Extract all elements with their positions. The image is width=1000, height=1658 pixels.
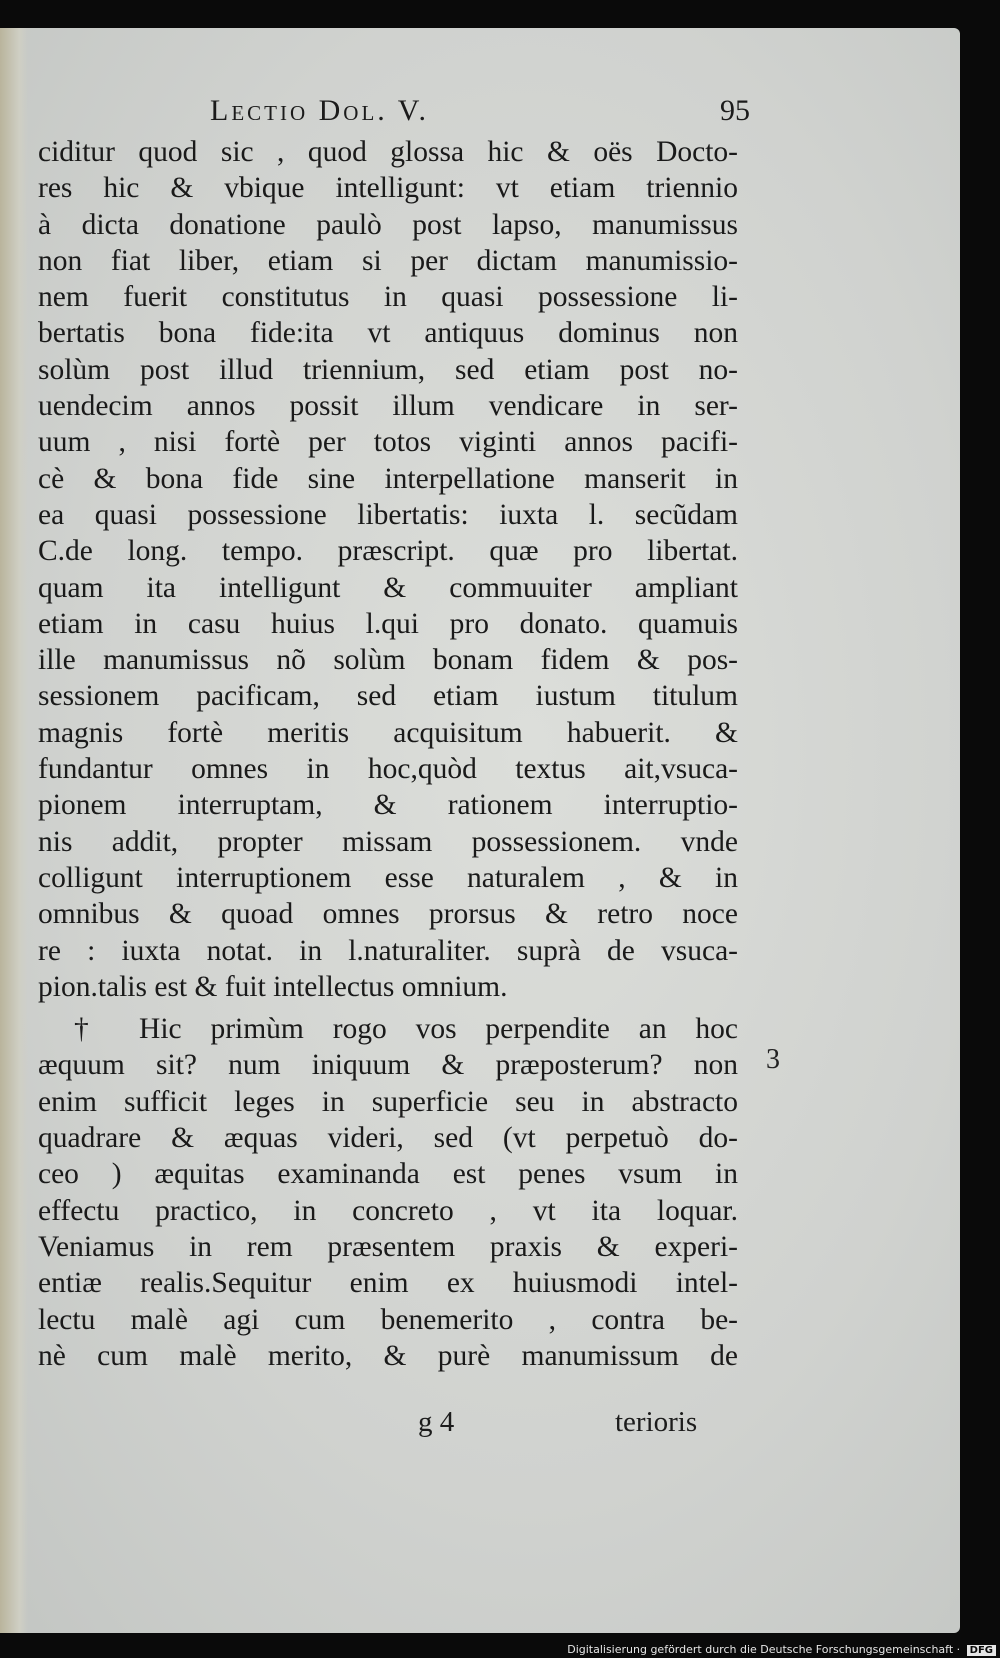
dfg-logo: DFG [967,1645,996,1656]
page-gutter [0,28,28,1633]
text-line: solùm post illud triennium, sed etiam post no- [38,353,738,386]
text-line: fundantur omnes in hoc,quòd textus ait,vsuca- [38,753,738,786]
text-line: ea quasi possessione libertatis: iuxta l. secũdam [38,498,738,531]
running-head [210,94,750,134]
text-line: quadrare & æquas videri, sed (vt perpetuò do- [38,1122,738,1155]
text-line: magnis fortè meritis acquisitum habuerit. & [38,716,738,749]
catchword: terioris [615,1406,698,1438]
text-line: etiam in casu huius l.qui pro donato. quamuis [38,607,738,640]
text-line: ciditur quod sic , quod glossa hic & oës Docto- [38,136,738,168]
text-line: æquum sit? num iniquum & præposterum? non [38,1049,738,1082]
text-line: ceo ) æquitas examinanda est penes vsum in [38,1158,738,1191]
text-line: C.de long. tempo. præscript. quæ pro libertat. [38,535,738,568]
text-line: nis addit, propter missam possessionem. vnde [38,825,738,858]
body-text [38,134,738,1374]
text-line: lectu malè agi cum benemerito , contra be- [38,1303,738,1336]
text-line: bertatis bona fide:ita vt antiquus dominus non [38,317,738,350]
text-line: nem fuerit constitutus in quasi possessione li- [38,281,738,314]
text-line: quam ita intelligunt & commuuiter ampliant [38,571,738,604]
text-line: uum , nisi fortè per totos viginti annos pacifi- [38,426,738,459]
text-line: res hic & vbique intelligunt: vt etiam triennio [38,172,738,205]
text-line: Veniamus in rem præsentem praxis & experi- [38,1230,738,1263]
paragraph-2 [38,1011,738,1374]
text-line: colligunt interruptionem esse naturalem , & in [38,861,738,894]
paragraph-1 [38,134,738,1005]
signature-mark: g 4 [418,1406,455,1438]
text-line: à dicta donatione paulò post lapso, manumissus [38,208,738,241]
text-line: cè & bona fide sine interpellatione manserit in [38,462,738,495]
text-line: sessionem pacificam, sed etiam iustum titulum [38,680,738,713]
text-line: entiæ realis.Sequitur enim ex huiusmodi intel- [38,1267,738,1300]
page-number: 95 [720,94,750,127]
text-line: enim sufficit leges in superficie seu in abstracto [38,1085,738,1118]
text-line: uendecim annos possit illum vendicare in ser- [38,390,738,423]
text-line: ille manumissus nõ solùm bonam fidem & pos- [38,644,738,677]
text-line: re : iuxta notat. in l.naturaliter. suprà de vsuca- [38,934,738,967]
text-line: † Hic primùm rogo vos perpendite an hoc [74,1013,738,1046]
text-line: effectu practico, in concreto , vt ita loquar. [38,1194,738,1227]
text-line: nè cum malè merito, & purè manumissum de [38,1339,738,1372]
text-line: omnibus & quoad omnes prorsus & retro noce [38,898,738,931]
running-head-title: Lectio Dol. V. [210,94,430,127]
book-page [0,28,960,1633]
text-line: pion.talis est & fuit intellectus omnium. [38,970,508,1003]
text-line: non fiat liber, etiam si per dictam manumissio- [38,244,738,277]
margin-note-number: 3 [766,1044,780,1075]
digitization-footer: Digitalisierung gefördert durch die Deutsche Forschungsgemeinschaft · DFG [567,1643,996,1656]
text-line: pionem interruptam, & rationem interruptio- [38,789,738,822]
footer-text: Digitalisierung gefördert durch die Deutsche Forschungsgemeinschaft [567,1643,954,1656]
